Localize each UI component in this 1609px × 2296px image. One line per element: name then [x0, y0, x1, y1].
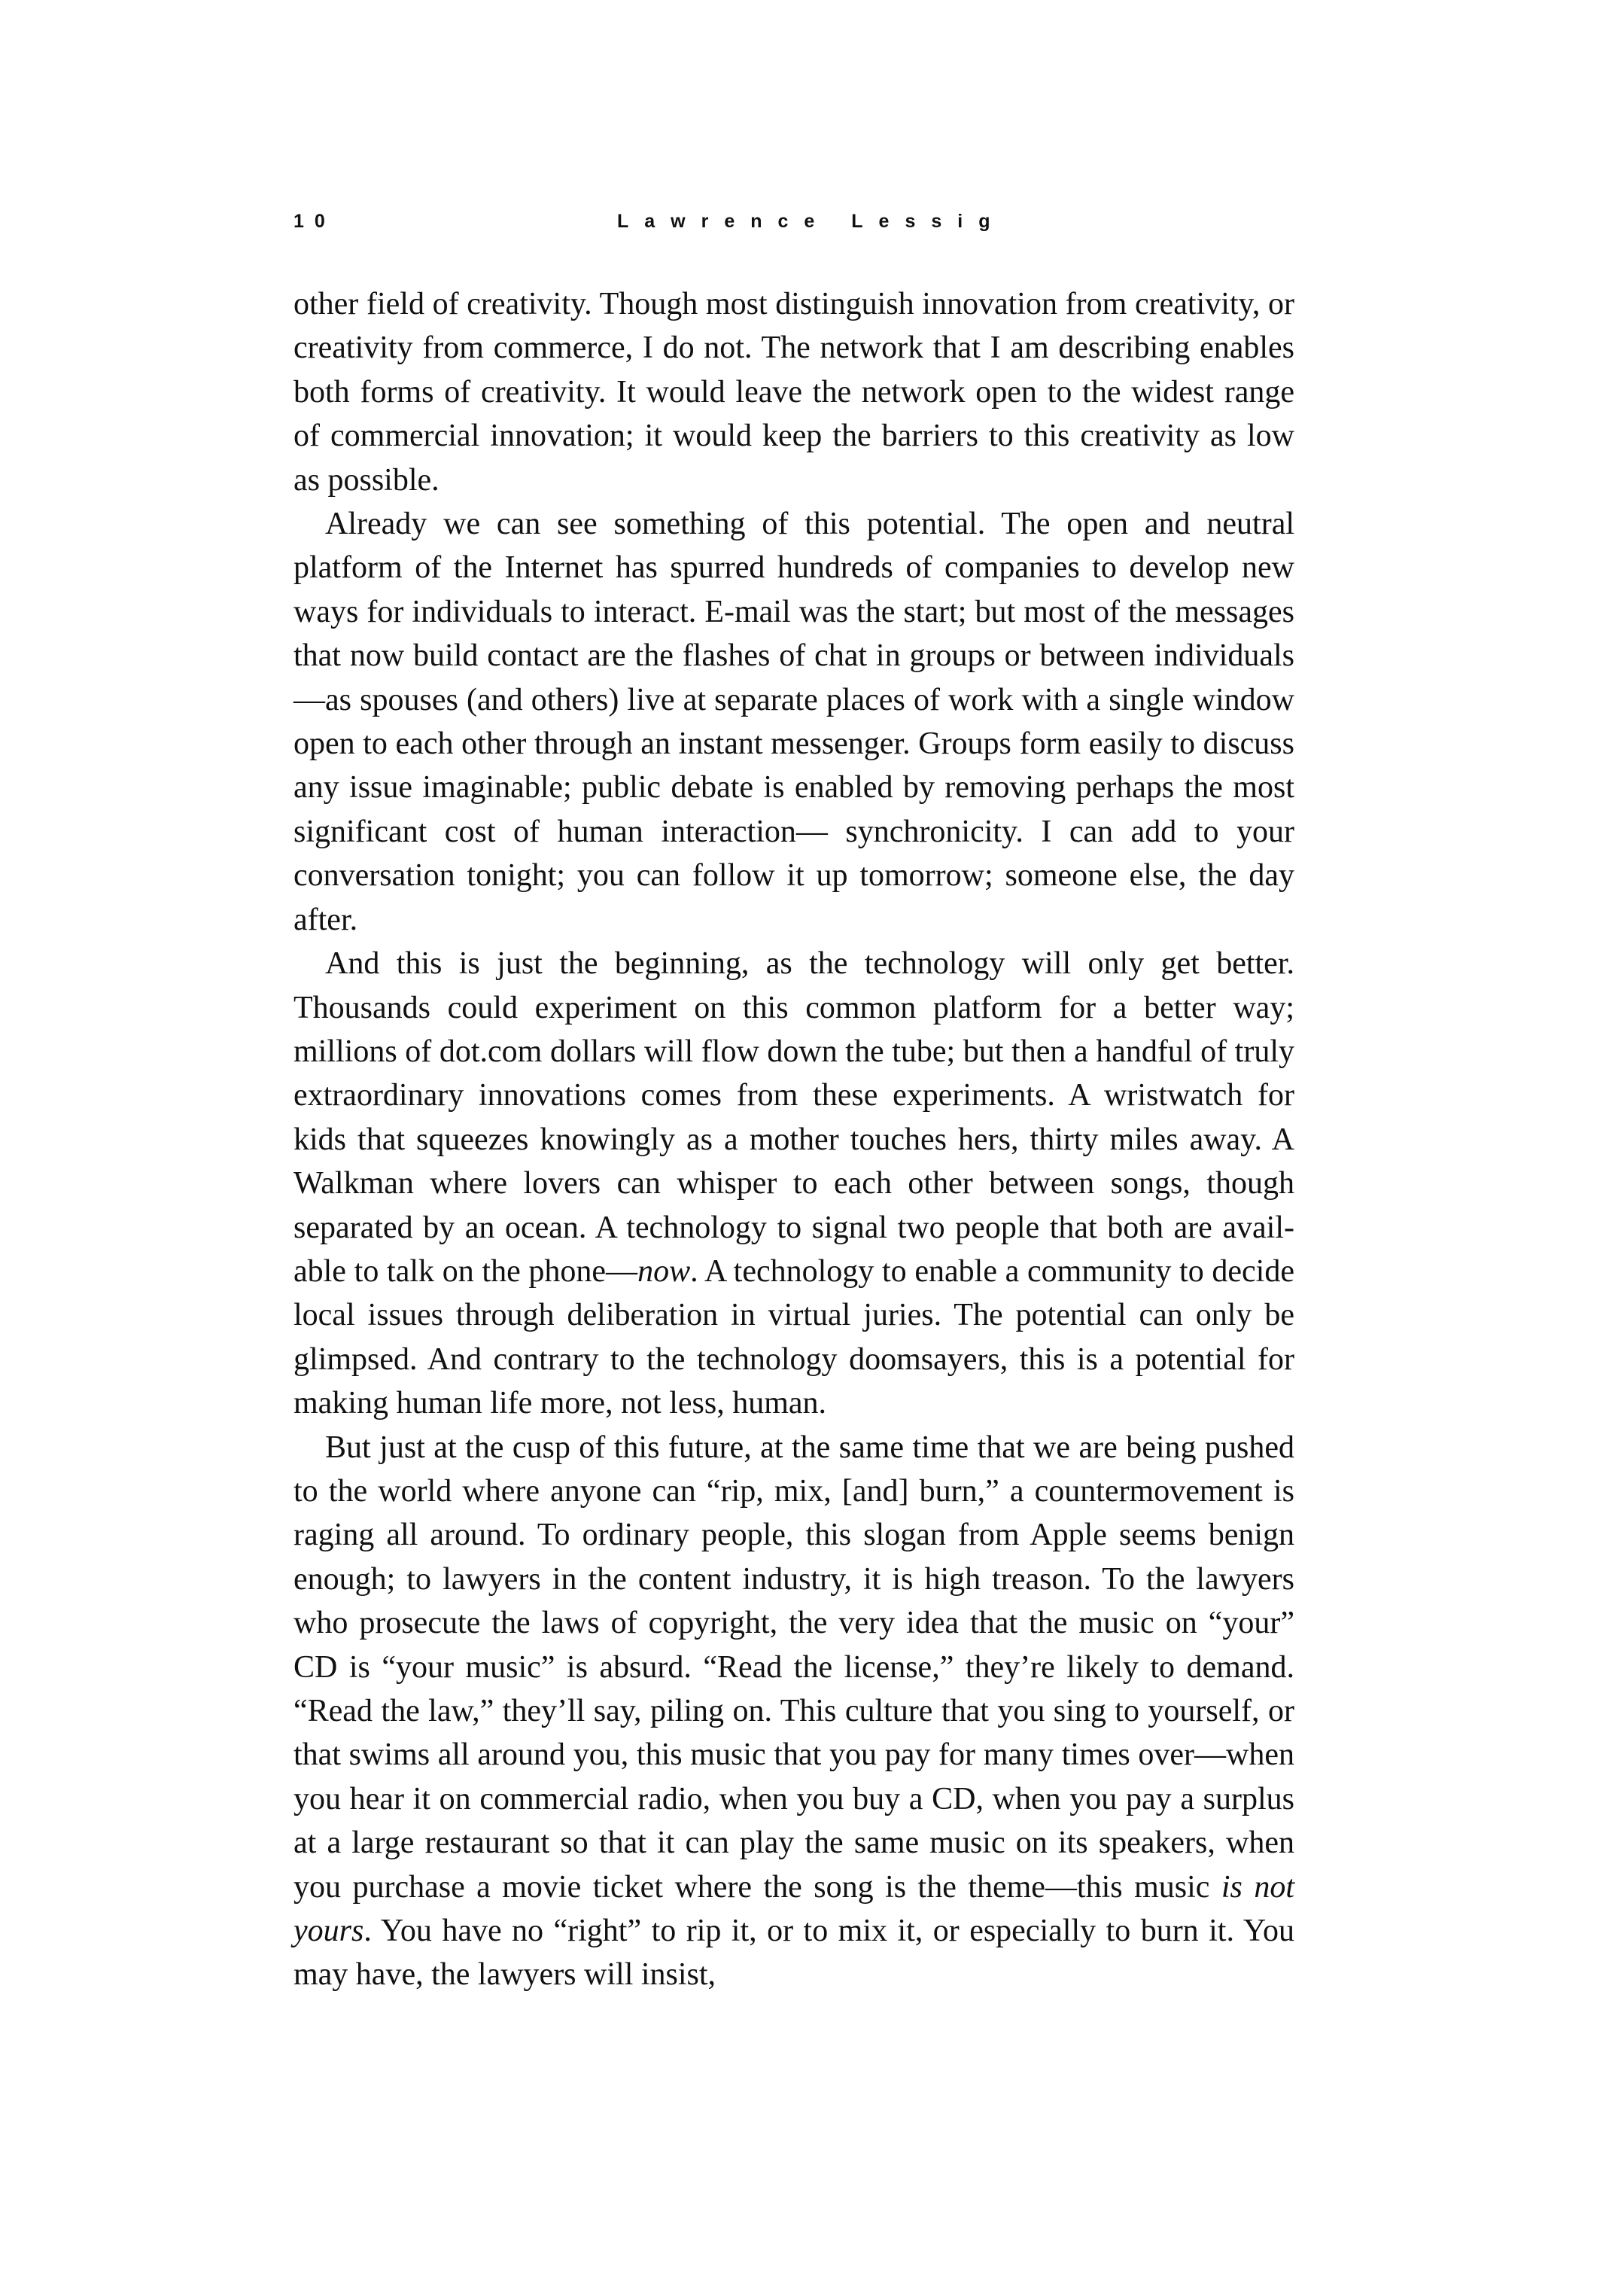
page-number: 10 [294, 211, 336, 232]
paragraph [294, 942, 1294, 1425]
running-head [294, 211, 1302, 241]
paragraph-continued: other field of creativity. Though most distinguish innovation from creativity, or creativity from commerce, I do not. The network that I am describing enables both forms of creativity. It would leave the network open to the widest range of commercial innovation; it would keep the barriers to this creativity as low as possible. [294, 287, 1294, 498]
paragraph: Already we can see something of this potential. The open and neutral platform of the Internet has spurred hundreds of companies to develop new ways for individuals to interact. E-mail was the start; but most of the messages that now build contact are the flashes of chat in groups or between individuals—as spouses (and others) live at separate places of work with a single window open to each other through an instant messenger. Groups form easily to discuss any issue imaginable; public debate is enabled by removing perhaps the most significant cost of human interaction— synchronicity. I can add to your conversation tonight; you can follow it up tomorrow; someone else, the day after. [294, 507, 1294, 937]
paragraph-text: . A technology to enable a community to decide local issues through deliberation in virtual juries. The potential can only be glimpsed. And contrary to the technology doomsayers, this is a potential for making human life more, not less, human. [294, 1253, 1294, 1421]
paragraph-text: . You have no “right” to rip it, or to mix it, or especially to burn it. You may have, the lawyers will insist, [294, 1914, 1294, 1993]
emphasis-text: now [637, 1253, 691, 1289]
paragraph-text: And this is just the beginning, as the technology will only get better. Thousands could experiment on this common platform for a better way; millions of dot.com dollars will flow down the tube; but then a handful of truly extraordinary innovations comes from these experiments. A wristwatch for kids that squeezes knowingly as a mother touches hers, thirty miles away. A Walkman where lovers can whisper to each other between songs, though separated by an ocean. A technology to signal two people that both are available to talk on the phone— [294, 946, 1294, 1289]
running-head-author: Lawrence Lessig [617, 211, 1006, 232]
body-text [294, 282, 1294, 1997]
emphasis-text: is not yours [294, 1869, 1294, 1949]
paragraph-text: But just at the cusp of this future, at the same time that we are being pushed to the world where anyone can “rip, mix, [and] burn,” a countermovement is raging all around. To ordinary people, this slogan from Apple seems benign enough; to lawyers in the content industry, it is high treason. To the lawyers who prosecute the laws of copyright, the very idea that the music on “your” CD is “your music” is absurd. “Read the license,” they’re likely to demand. “Read the law,” they’ll say, piling on. This culture that you sing to yourself, or that swims all around you, this music that you pay for many times over—when you hear it on commercial radio, when you buy a CD, when you pay a surplus at a large restaurant so that it can play the same music on its speakers, when you purchase a movie ticket where the song is the theme—this music [294, 1430, 1294, 1905]
paragraph [294, 1426, 1294, 1997]
